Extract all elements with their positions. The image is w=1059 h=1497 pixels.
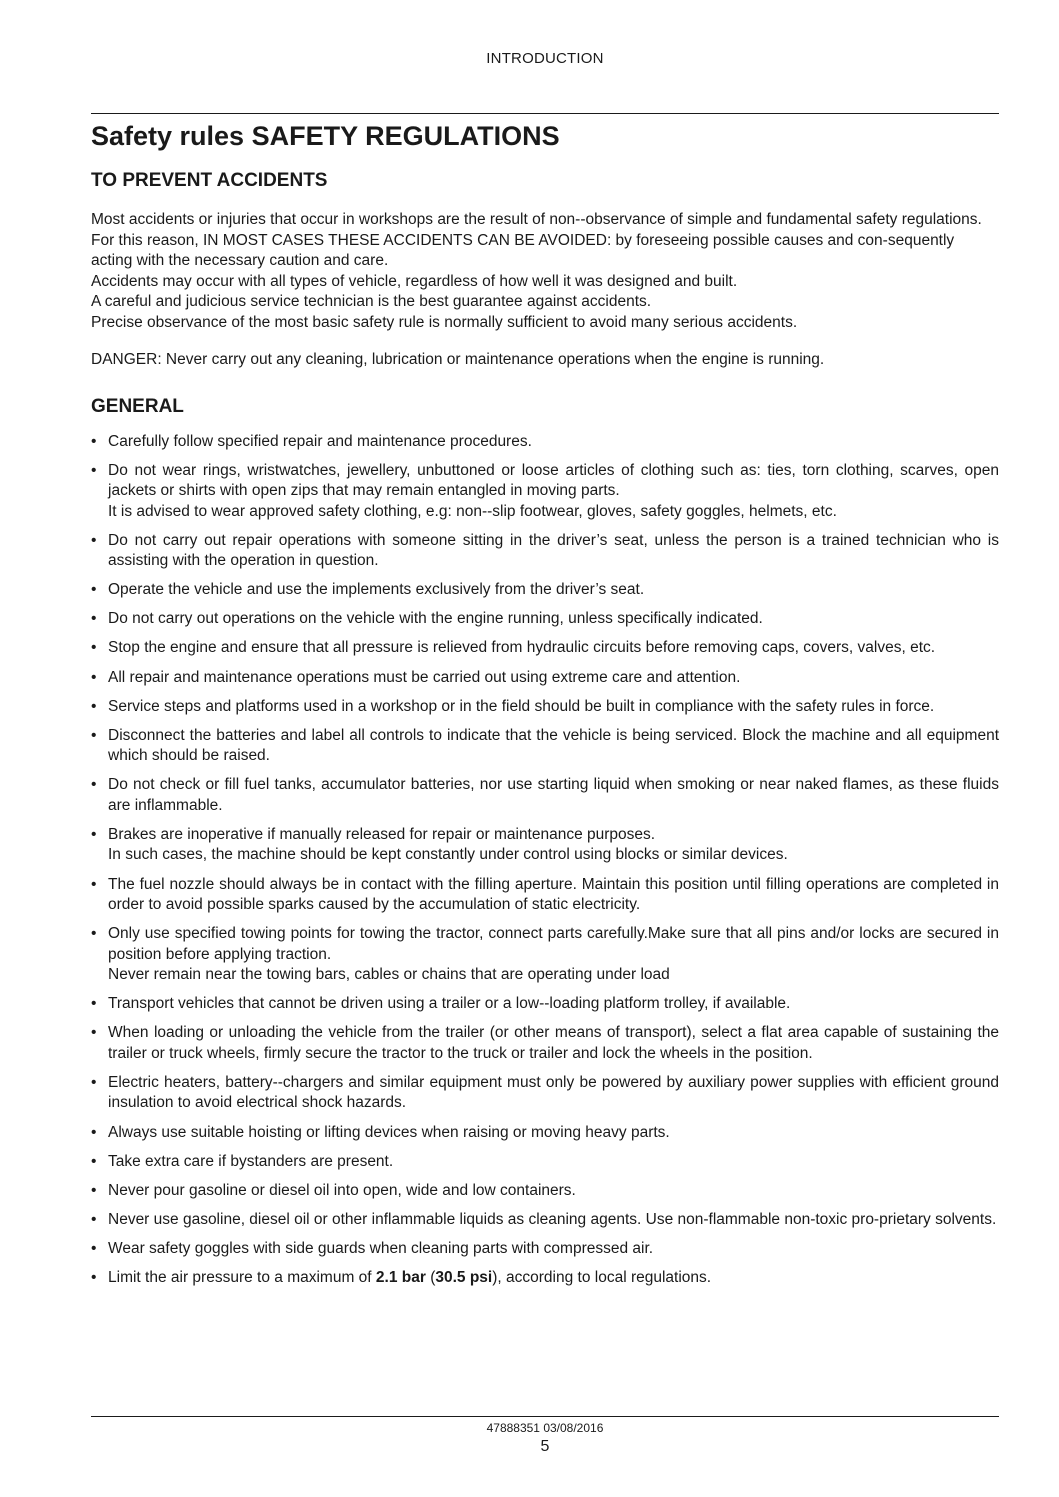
bullet-icon: • [91, 1073, 97, 1091]
emphasized-value: 2.1 bar [375, 1268, 426, 1286]
list-item-text: Never remain near the towing bars, cables or chains that are operating under load [108, 966, 670, 984]
list-item-text: In such cases, the machine should be kept constantly under control using blocks or similar devices. [108, 846, 788, 864]
general-rules-list [91, 432, 999, 1289]
bullet-icon: • [91, 1024, 97, 1042]
list-item [91, 1152, 999, 1173]
document-page [91, 0, 999, 1497]
list-item [91, 775, 999, 816]
bullet-icon: • [91, 995, 97, 1013]
bullet-icon: • [91, 1210, 97, 1228]
list-item-text: When loading or unloading the vehicle from the trailer (or other means of transport), select a flat area capable of sustaining the trailer or truck wheels, firmly secure the tractor to the truck or trailer and lock the wheels in the position. [108, 1024, 999, 1062]
bullet-icon: • [91, 825, 97, 843]
list-item-text: Transport vehicles that cannot be driven using a trailer or a low--loading platform trolley, if available. [108, 995, 791, 1013]
list-item-text: Service steps and platforms used in a workshop or in the field should be built in compliance with the safety rules in force. [108, 697, 935, 715]
bullet-icon: • [91, 639, 97, 657]
list-item [91, 1073, 999, 1114]
list-item [91, 668, 999, 689]
intro-paragraph: Precise observance of the most basic safety rule is normally sufficient to avoid many serious accidents. [91, 313, 798, 331]
list-item [91, 1123, 999, 1144]
list-item-text: Operate the vehicle and use the implements exclusively from the driver’s seat. [108, 581, 645, 599]
list-item-text: Limit the air pressure to a maximum of [108, 1268, 376, 1286]
running-head: INTRODUCTION [486, 50, 604, 67]
bullet-icon: • [91, 925, 97, 943]
list-item-text: Wear safety goggles with side guards when cleaning parts with compressed air. [108, 1239, 654, 1257]
list-item-text: It is advised to wear approved safety clothing, e.g: non--slip footwear, gloves, safety goggles, helmets, etc. [108, 502, 837, 520]
list-item-text: Do not carry out operations on the vehicle with the engine running, unless specifically indicated. [108, 610, 763, 628]
list-item [91, 1181, 999, 1202]
list-item-text: Take extra care if bystanders are present. [108, 1152, 394, 1170]
list-item-text: All repair and maintenance operations must be carried out using extreme care and attention. [108, 668, 741, 686]
intro-paragraph: Accidents may occur with all types of vehicle, regardless of how well it was designed and built. [91, 272, 738, 290]
list-item-text: Electric heaters, battery--chargers and similar equipment must only be powered by auxiliary power supplies with efficient ground insulation to avoid electrical shock hazards. [108, 1073, 999, 1112]
list-item-text: Only use specified towing points for towing the tractor, connect parts carefully.Make sure that all pins and/or locks are secured in position before applying traction. [108, 925, 999, 963]
page-number: 5 [540, 1438, 550, 1455]
list-item [91, 875, 999, 916]
list-item-text: Carefully follow specified repair and maintenance procedures. [108, 432, 532, 450]
list-item-text: Do not wear rings, wristwatches, jewellery, unbuttoned or loose articles of clothing such as: ties, torn clothing, scarves, open jackets or shirts with open zips that may remain entangled in moving parts. [108, 461, 999, 500]
bullet-icon: • [91, 776, 97, 794]
bullet-icon: • [91, 1152, 97, 1170]
list-item [91, 609, 999, 630]
list-item-text: Do not check or fill fuel tanks, accumulator batteries, nor use starting liquid when smoking or near naked flames, as these fluids are inflammable. [108, 776, 999, 814]
list-item [91, 825, 999, 866]
list-item-text: Never use gasoline, diesel oil or other inflammable liquids as cleaning agents. Use non-flammable non-toxic pro-prietary solvents. [108, 1210, 997, 1228]
list-item [91, 1239, 999, 1260]
document-code: 47888351 03/08/2016 [486, 1421, 604, 1435]
list-item-text: Disconnect the batteries and label all controls to indicate that the vehicle is being serviced. Block the machine and all equipment which should be raised. [108, 726, 999, 765]
bullet-icon: • [91, 1123, 97, 1141]
list-item-text: Always use suitable hoisting or lifting devices when raising or moving heavy parts. [108, 1123, 670, 1141]
bullet-icon: • [91, 875, 97, 893]
list-item-text: Do not carry out repair operations with someone sitting in the driver’s seat, unless the person is a trained technician who is assisting with the operation in question. [108, 531, 999, 570]
intro-paragraph: A careful and judicious service technician is the best guarantee against accidents. [91, 293, 652, 310]
list-item [91, 924, 999, 986]
bullet-icon: • [91, 668, 97, 686]
list-item-text: ( [425, 1268, 436, 1286]
footer-rule [91, 1416, 999, 1417]
list-item [91, 726, 999, 767]
bullet-icon: • [91, 726, 97, 744]
list-item [91, 697, 999, 718]
list-item [91, 994, 999, 1015]
bullet-icon: • [91, 461, 97, 479]
bullet-icon: • [91, 610, 97, 628]
intro-paragraph: For this reason, IN MOST CASES THESE ACCIDENTS CAN BE AVOIDED: by foreseeing possible causes and con-sequently acting with the necessary caution and care. [91, 231, 955, 269]
list-item [91, 1023, 999, 1064]
list-item [91, 1268, 999, 1289]
intro-paragraph: Most accidents or injuries that occur in workshops are the result of non--observance of simple and fundamental safety regulations. [91, 211, 982, 228]
list-item-text: ), according to local regulations. [492, 1268, 712, 1286]
bullet-icon: • [91, 1268, 97, 1286]
list-item-text: Never pour gasoline or diesel oil into open, wide and low containers. [108, 1181, 576, 1199]
list-item [91, 1210, 999, 1231]
intro-paragraphs [91, 210, 999, 333]
emphasized-value: 30.5 psi [435, 1268, 493, 1286]
bullet-icon: • [91, 1239, 97, 1257]
list-item [91, 461, 999, 523]
bullet-icon: • [91, 697, 97, 715]
bullet-icon: • [91, 531, 97, 549]
list-item [91, 432, 999, 453]
bullet-icon: • [91, 581, 97, 599]
list-item-text: The fuel nozzle should always be in contact with the filling aperture. Maintain this position until filling operations are completed in order to avoid possible sparks caused by the accumulation of static electricity. [108, 875, 999, 914]
page-title: Safety rules SAFETY REGULATIONS [91, 121, 560, 151]
list-item [91, 580, 999, 601]
list-item-text: Brakes are inoperative if manually released for repair or maintenance purposes. [108, 825, 656, 843]
list-item [91, 638, 999, 659]
list-item-text: Stop the engine and ensure that all pressure is relieved from hydraulic circuits before removing caps, covers, valves, etc. [108, 639, 936, 657]
list-item [91, 531, 999, 572]
heading-to-prevent-accidents: TO PREVENT ACCIDENTS [91, 170, 328, 191]
danger-notice: DANGER: Never carry out any cleaning, lubrication or maintenance operations when the engine is running. [91, 351, 825, 368]
bullet-icon: • [91, 432, 97, 450]
header-rule [91, 113, 999, 114]
page-content [91, 118, 999, 1297]
heading-general: GENERAL [91, 395, 184, 417]
bullet-icon: • [91, 1181, 97, 1199]
